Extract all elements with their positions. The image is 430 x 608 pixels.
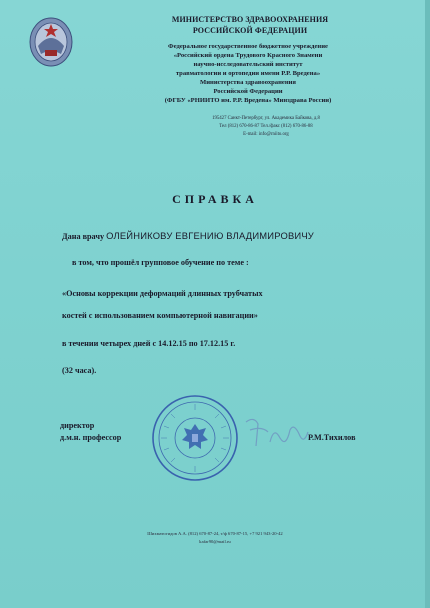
handwritten-signature-icon (240, 412, 312, 452)
institution-line: Российской Федерации (213, 88, 283, 95)
institution-line: научно-исследовательский институт (193, 61, 303, 68)
recipient-line (62, 230, 314, 241)
institution-line: травматологии и ортопедии имени Р.Р. Вредена» (175, 70, 321, 77)
topic-line-1: «Основы коррекции деформаций длинных трубчатых (62, 289, 263, 298)
address-line: Тел (812) 670-86-87 Тел./факс (812) 670-86-88 (219, 124, 313, 129)
paper-edge (425, 0, 430, 608)
period-line: в течении четырех дней с 14.12.15 по 17.12.15 г. (62, 339, 236, 348)
topic-line-2: костей с использованием компьютерной навигации» (62, 311, 258, 320)
signer-name: Р.М.Тихилов (308, 433, 356, 442)
ministry-line-2: РОССИЙСКОЙ ФЕДЕРАЦИИ (192, 26, 308, 35)
institution-line: «Российский ордена Трудового Красного Знамени (173, 52, 323, 59)
document-title: СПРАВКА (172, 192, 258, 206)
hours-line: (32 часа). (62, 366, 97, 375)
order-badge-icon (28, 16, 74, 68)
institution-line: (ФГБУ «РНИИТО им. Р.Р. Вредена» Минздрава России) (164, 97, 332, 104)
signer-position-line-2: д.м.н. профессор (60, 433, 122, 442)
institution-line: Министерства здравоохранения (200, 79, 296, 86)
footer-contact-line-2: kafar90@mail.ru (199, 539, 231, 544)
address-line: 195427 Санкт-Петербург, ул. Академика Байкова, д.8 (212, 116, 320, 121)
training-line: в том, что прошёл групповое обучение по теме : (72, 258, 249, 267)
issued-prefix: Дана врачу (62, 232, 105, 241)
ministry-line-1: МИНИСТЕРСТВО ЗДРАВООХРАНЕНИЯ (171, 15, 329, 24)
official-round-seal-icon (150, 393, 240, 483)
footer-contact-line-1: Шихматогидов А.А. (812) 670-87-24, т/ф 670-87-15, +7 921 943-20-42 (147, 531, 283, 536)
signer-position-line-1: директор (60, 421, 95, 430)
institution-line: Федеральное государственное бюджетное учреждение (168, 43, 328, 50)
address-line: E-mail: info@rniito.org (243, 132, 289, 137)
recipient-name: ОЛЕЙНИКОВУ ЕВГЕНИЮ ВЛАДИМИРОВИЧУ (106, 230, 314, 241)
